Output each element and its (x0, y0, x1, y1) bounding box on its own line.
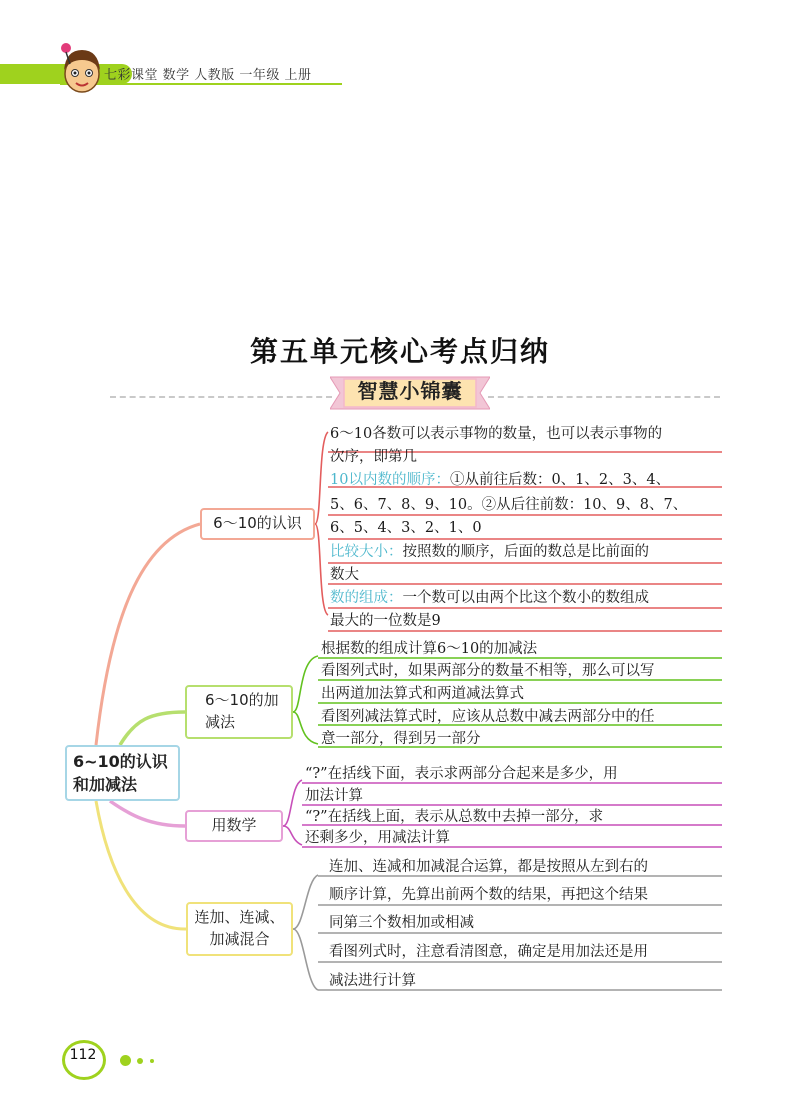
note-text: 一个数可以由两个比这个数小的数组成 (402, 590, 649, 606)
note-text: 根据数的组成计算6～10的加减法 (321, 641, 538, 657)
note-line (305, 784, 363, 805)
note-text: 最大的一位数是9 (330, 613, 441, 629)
root-line-1: 6~10的认识 (73, 751, 168, 771)
branch-node-using-math: 用数学 (185, 810, 283, 842)
note-line (305, 826, 450, 847)
note-line (329, 940, 648, 961)
note-line (330, 586, 649, 607)
note-line (321, 659, 655, 680)
note-text: 减法进行计算 (329, 973, 416, 989)
branch-node-addition-subtraction (185, 685, 293, 739)
note-text: 看图列式时，注意看清图意，确定是用加法还是用 (329, 944, 648, 960)
note-text: 连加、连减和加减混合运算，都是按照从左到右的 (329, 859, 648, 875)
page-number: 112 (69, 1047, 97, 1063)
note-line (321, 682, 524, 703)
note-line (321, 727, 481, 748)
page-title: 第五单元核心考点归纳 (249, 335, 550, 368)
note-line (330, 516, 482, 537)
note-text: 看图列减法算式时，应该从总数中减去两部分中的任 (321, 709, 655, 725)
branch4-label-line2: 加减混合 (209, 930, 270, 948)
header-text: 七彩课堂 数学 人教版 一年级 上册 (104, 68, 312, 83)
note-text: 5、6、7、8、9、10。②从后往前数：10、9、8、7、 (330, 497, 688, 513)
note-text: 6、5、4、3、2、1、0 (330, 520, 482, 536)
note-line (329, 969, 416, 990)
note-text: 次序，即第几 (330, 449, 417, 465)
note-keyword: 数的组成： (330, 590, 403, 606)
branch-node-mixed-operations (186, 902, 293, 956)
note-text: “?”在括线下面，表示求两部分合起来是多少，用 (305, 766, 618, 782)
note-line (330, 468, 670, 489)
note-line (305, 805, 603, 826)
note-line (330, 540, 649, 561)
branch2-label-line2: 减法 (205, 713, 236, 731)
banner-title: 智慧小锦囊 (357, 379, 463, 403)
note-keyword: 10以内数的顺序： (330, 472, 450, 488)
decor-dot (137, 1058, 143, 1064)
note-text: 同第三个数相加或相减 (329, 915, 474, 931)
branch4-label-line1: 连加、连减、 (194, 908, 285, 927)
note-text: “?”在括线上面，表示从总数中去掉一部分，求 (305, 809, 604, 825)
note-line (321, 705, 655, 726)
note-line (330, 493, 687, 514)
note-text: 加法计算 (305, 788, 363, 804)
note-line (329, 911, 474, 932)
root-line-2: 和加减法 (73, 775, 138, 794)
note-text: 6～10各数可以表示事物的数量，也可以表示事物的 (330, 426, 663, 442)
branch2-label-line1: 6～10的加 (205, 691, 279, 710)
note-line (329, 883, 648, 904)
decor-dot (120, 1055, 131, 1066)
note-line (329, 855, 648, 876)
note-text: ①从前往后数：0、1、2、3、4、 (449, 472, 671, 488)
root-node (65, 745, 180, 801)
note-text: 顺序计算，先算出前两个数的结果，再把这个结果 (329, 887, 648, 903)
note-line (305, 762, 618, 783)
note-text: 意一部分，得到另一部分 (321, 731, 481, 747)
note-text: 数大 (330, 567, 359, 583)
note-line (330, 609, 441, 630)
note-text: 看图列式时，如果两部分的数量不相等，那么可以写 (321, 663, 655, 679)
note-line (330, 563, 359, 584)
note-line (330, 445, 417, 466)
note-line (321, 637, 537, 658)
note-keyword: 比较大小： (330, 544, 403, 560)
note-text: 出两道加法算式和两道减法算式 (321, 686, 524, 702)
branch-node-recognition: 6～10的认识 (200, 508, 315, 540)
note-text: 还剩多少，用减法计算 (305, 830, 450, 846)
note-line (330, 422, 662, 443)
decor-dot (150, 1059, 154, 1063)
note-text: 按照数的顺序，后面的数总是比前面的 (402, 544, 649, 560)
